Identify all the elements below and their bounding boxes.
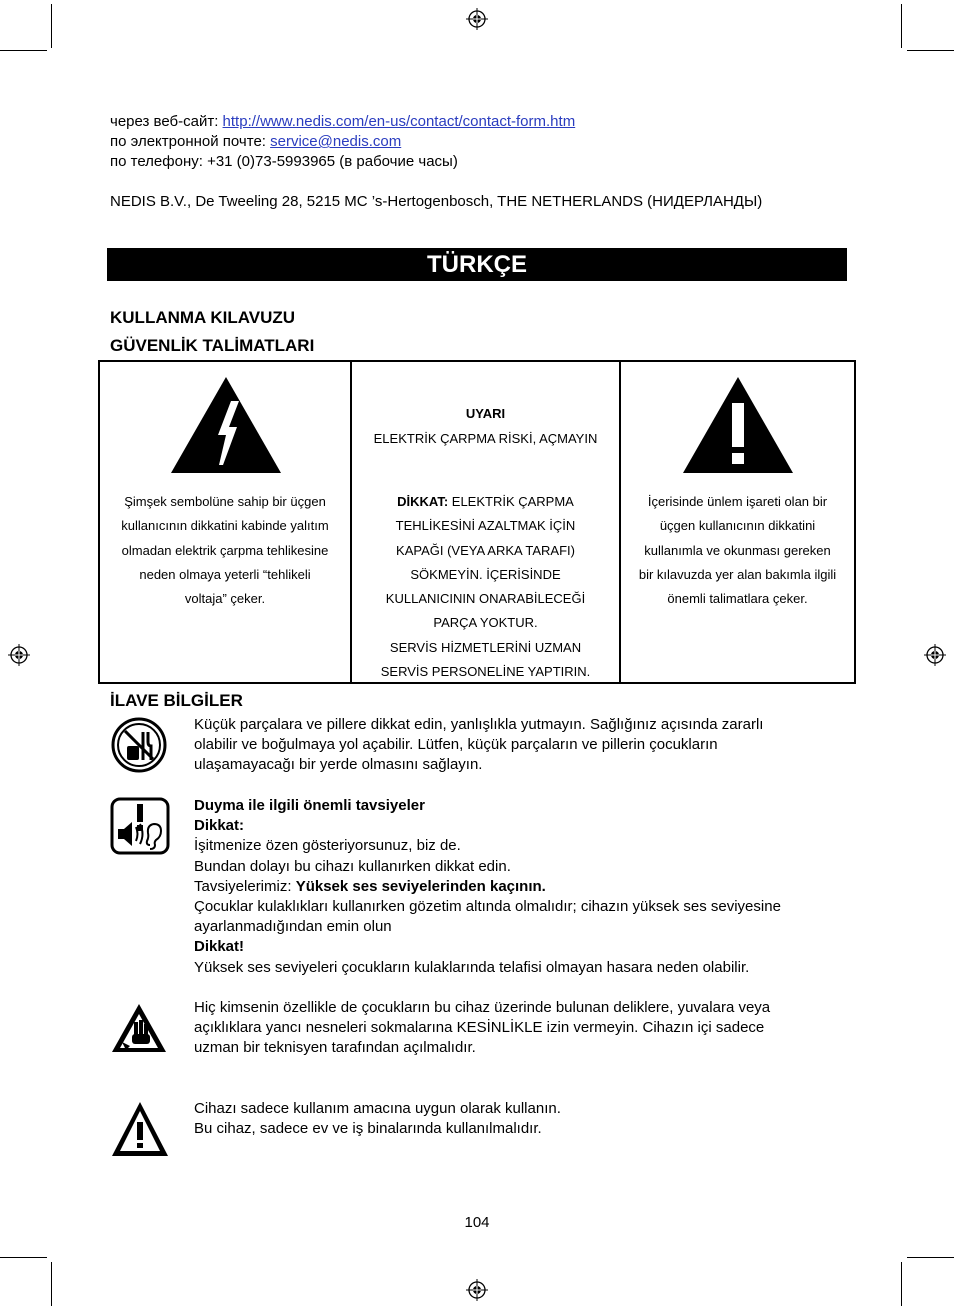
- crop-mark: [901, 4, 902, 48]
- text-line: olmadan elektrik çarpma tehlikesine: [121, 542, 329, 558]
- safety-cell-warning: [351, 361, 620, 683]
- contact-email-label: по электронной почте:: [110, 133, 271, 150]
- text-line: Bu cihaz, sadece ev ve iş binalarında kullanılmalıdır.: [194, 1120, 542, 1138]
- text-line: Yüksek ses seviyeleri çocukların kulaklarında telafisi olmayan hasara neden olabilir.: [194, 958, 750, 976]
- text-line: kullanıcının dikkatini kabinde yalıtım: [121, 518, 329, 534]
- text-line: voltaja” çeker.: [184, 591, 266, 607]
- text-line: uzman bir teknisyen tarafından açılmalıdır.: [194, 1039, 476, 1057]
- text-line: Bundan dolayı bu cihazı kullanırken dikkat edin.: [194, 857, 511, 875]
- contact-web: [110, 112, 575, 132]
- no-swallow-icon: [110, 716, 168, 774]
- usage-text: [194, 1099, 844, 1139]
- text-line: KAPAĞI (VEYA ARKA TARAFI): [396, 542, 575, 558]
- contact-address: NEDIS B.V., De Tweeling 28, 5215 MC ’s-Hertogenbosch, THE NETHERLANDS (НИДЕРЛАНДЫ): [110, 193, 763, 210]
- warning-subtitle: ELEKTRİK ÇARPMA RİSKİ, AÇMAYIN: [373, 431, 598, 446]
- text-line: KULLANICININ ONARABİLECEĞİ: [385, 591, 586, 607]
- caution-label: DİKKAT:: [397, 494, 449, 509]
- heading-extra: İLAVE BİLGİLER: [110, 691, 243, 710]
- crop-mark: [0, 50, 47, 51]
- hearing-text: [194, 796, 844, 978]
- registration-mark-icon: [8, 644, 30, 666]
- crop-mark: [907, 1257, 954, 1258]
- text-line: SERVİS HİZMETLERİNİ UZMAN: [389, 639, 582, 655]
- text-line: PARÇA YOKTUR.: [433, 615, 538, 631]
- text-line: SERVİS PERSONELİNE YAPTIRIN.: [380, 664, 591, 680]
- advice-bold: Yüksek ses seviyelerinden kaçının.: [295, 877, 546, 895]
- warning-title: UYARI: [465, 406, 506, 421]
- text-line: üçgen kullanıcının dikkatini: [659, 518, 816, 534]
- safety-table: [98, 360, 856, 684]
- general-warning-icon: [110, 1100, 170, 1158]
- advice-label: Tavsiyelerimiz:: [194, 877, 296, 895]
- safety-cell-lightning: [99, 361, 351, 683]
- text-line: kullanımla ve okunması gereken: [644, 542, 831, 558]
- text-line: [352, 490, 619, 514]
- text-line: Şimşek sembolüne sahip bir üçgen: [124, 494, 326, 509]
- registration-mark-icon: [466, 8, 488, 30]
- text-line: ulaşamayacağı bir yerde olmasını sağlayın.: [194, 756, 483, 774]
- no-foreign-objects-icon: [110, 1002, 168, 1054]
- registration-mark-icon: [466, 1279, 488, 1301]
- contact-web-link[interactable]: http://www.nedis.com/en-us/contact/contact-form.htm: [222, 113, 576, 130]
- crop-mark: [907, 50, 954, 51]
- safety-cell-exclamation: [620, 361, 855, 683]
- crop-mark: [901, 1262, 902, 1306]
- registration-mark-icon: [924, 644, 946, 666]
- crop-mark: [51, 1262, 52, 1306]
- heading-safety: GÜVENLİK TALİMATLARI: [110, 336, 315, 355]
- hearing-protection-icon: [110, 797, 170, 855]
- crop-mark: [0, 1257, 47, 1258]
- crop-mark: [51, 4, 52, 48]
- text-line: Çocuklar kulaklıkları kullanırken gözetim altında olmalıdır; cihazın yüksek ses seviyesine: [194, 898, 781, 916]
- text-line: açıklıklara yancı nesneleri sokmalarına KESİNLİKLE izin vermeyin. Cihazın içi sadece: [194, 1019, 765, 1037]
- foreign-objects-text: [194, 998, 844, 1059]
- text-line: önemli talimatlara çeker.: [667, 591, 808, 607]
- heading-manual: KULLANMA KILAVUZU: [110, 308, 296, 327]
- contact-phone: по телефону: +31 (0)73-5993965 (в рабочие часы): [110, 153, 458, 170]
- text-line: ayarlanmadığından emin olun: [194, 918, 392, 936]
- language-banner: TÜRKÇE: [107, 248, 847, 281]
- text-line: SÖKMEYİN. İÇERİSİNDE: [410, 566, 561, 582]
- text-line: Cihazı sadece kullanım amacına uygun olarak kullanın.: [194, 1100, 561, 1117]
- small-parts-text: [194, 715, 844, 776]
- contact-web-label: через веб-сайт:: [110, 113, 223, 130]
- lightning-text: [100, 490, 350, 611]
- hearing-caution: Dikkat:: [194, 817, 245, 835]
- caution-text: [352, 490, 619, 684]
- hearing-warning: Dikkat!: [194, 938, 245, 956]
- text-line: olabilir ve boğulmaya yol açabilir. Lütfen, küçük parçaların ve pillerin çocukların: [194, 736, 718, 754]
- text-line: neden olmaya yeterli “tehlikeli: [139, 566, 311, 582]
- text-line: [194, 877, 844, 897]
- text-line: İçerisinde ünlem işareti olan bir: [647, 494, 828, 509]
- page-number: 104: [464, 1214, 490, 1231]
- exclamation-text: [621, 490, 854, 611]
- lightning-warning-icon: [169, 375, 283, 475]
- hearing-title: Duyma ile ilgili önemli tavsiyeler: [194, 797, 425, 814]
- text-line: bir kılavuzda yer alan bakımla ilgili: [638, 566, 837, 582]
- text-line: İşitmenize özen gösteriyorsunuz, biz de.: [194, 837, 461, 855]
- contact-email: [110, 132, 401, 152]
- exclamation-warning-icon: [681, 375, 795, 475]
- text-line: Hiç kimsenin özellikle de çocukların bu cihaz üzerinde bulunan deliklere, yuvalara veya: [194, 999, 771, 1016]
- text-line: TEHLİKESİNİ AZALTMAK İÇİN: [395, 518, 576, 534]
- caution-first: ELEKTRİK ÇARPMA: [448, 494, 574, 509]
- text-line: Küçük parçalara ve pillere dikkat edin, yanlışlıkla yutmayın. Sağlığınız açısında zararlı: [194, 716, 764, 733]
- contact-email-link[interactable]: service@nedis.com: [270, 133, 402, 150]
